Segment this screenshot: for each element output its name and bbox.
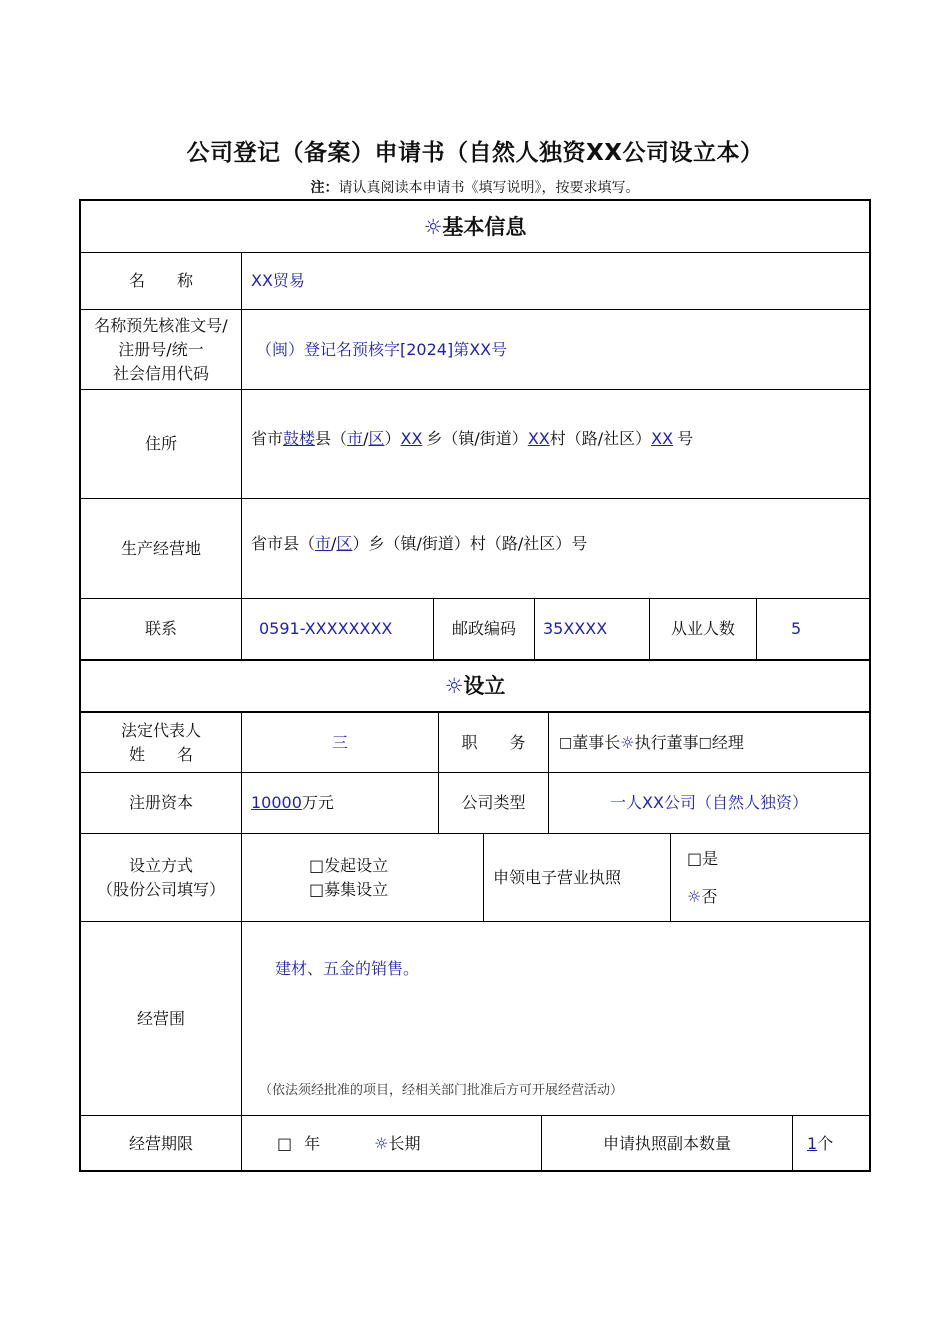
sun-icon[interactable]: ☼ bbox=[620, 732, 635, 752]
copies-value[interactable] bbox=[801, 1116, 867, 1172]
business-scope-note: （依法须经批准的项目，经相关部门批准后方可开展经营活动） bbox=[259, 1083, 624, 1098]
prod-text: / bbox=[331, 534, 337, 553]
position-label: 职 务 bbox=[461, 732, 526, 752]
option-executive-director: 执行董事 bbox=[634, 732, 699, 752]
e-license-label: 申领电子营业执照 bbox=[493, 867, 622, 887]
sun-icon: ☼ bbox=[423, 214, 443, 239]
page-title: 公司登记（备案）申请书（自然人独资XX公司设立本） bbox=[186, 140, 764, 166]
address-number: XX bbox=[651, 429, 674, 448]
approval-label-line: 名称预先核准文号/ bbox=[94, 315, 228, 335]
option-label: 否 bbox=[701, 886, 718, 906]
phone-value[interactable]: 0591-XXXXXXXX bbox=[259, 619, 393, 638]
application-form bbox=[79, 199, 871, 1172]
note-text: 请认真阅读本申请书《填写说明》，按要求填写。 bbox=[338, 180, 640, 196]
business-scope-label: 经营围 bbox=[136, 1008, 185, 1028]
option-label: 长期 bbox=[388, 1134, 421, 1153]
phone-label: 联系 bbox=[144, 619, 177, 638]
name-label: 名 称 bbox=[128, 271, 193, 290]
approval-number-value[interactable]: （闽）登记名预核字[2024]第XX号 bbox=[256, 339, 508, 359]
option-long-term[interactable] bbox=[374, 1132, 420, 1156]
staff-count-value[interactable]: 5 bbox=[791, 619, 802, 638]
setup-method-label bbox=[81, 834, 241, 921]
legal-rep-label-line: 法定代表人 bbox=[120, 720, 201, 740]
sun-icon: ☼ bbox=[444, 674, 464, 698]
company-type-value[interactable]: 一人XX公司（自然人独资） bbox=[610, 793, 808, 812]
address-text: 乡（镇/街道） bbox=[426, 429, 528, 448]
prod-city: 市 bbox=[315, 534, 332, 553]
legal-rep-name[interactable]: 三 bbox=[331, 732, 348, 752]
copies-label: 申请执照副本数量 bbox=[602, 1134, 731, 1153]
capital-amount: 10000 bbox=[251, 793, 302, 812]
option-label: 年 bbox=[304, 1134, 321, 1153]
checkbox-icon[interactable]: □ bbox=[559, 734, 573, 751]
legal-rep-label bbox=[81, 713, 241, 772]
sun-icon: ☼ bbox=[687, 886, 702, 906]
option-no[interactable] bbox=[687, 885, 717, 909]
approval-label-line: 注册号/统一 bbox=[118, 339, 204, 359]
staff-count-label: 从业人数 bbox=[670, 619, 735, 638]
company-type-label: 公司类型 bbox=[461, 793, 526, 812]
address-text: ） bbox=[384, 429, 401, 448]
setup-method-label-line: 设立方式 bbox=[128, 855, 193, 875]
copies-unit: 个 bbox=[817, 1134, 834, 1153]
address-text: 县（ bbox=[315, 429, 348, 448]
checkbox-icon: □ bbox=[687, 848, 703, 868]
term-label: 经营期限 bbox=[128, 1134, 193, 1153]
prod-text: ）乡（镇/街道）村（路/社区）号 bbox=[352, 534, 588, 553]
postal-code-value[interactable]: 35XXXX bbox=[543, 619, 608, 638]
capital-value[interactable] bbox=[251, 773, 438, 833]
address-town: XX bbox=[400, 429, 423, 448]
company-name-value[interactable]: XX贸易 bbox=[251, 271, 305, 290]
option-subscription[interactable] bbox=[309, 878, 388, 902]
instruction-note bbox=[0, 177, 950, 197]
checkbox-icon[interactable]: □ bbox=[698, 734, 712, 751]
production-site-label: 生产经营地 bbox=[120, 538, 201, 558]
approval-label-line: 社会信用代码 bbox=[112, 363, 209, 383]
address-village: XX bbox=[527, 429, 550, 448]
production-site-value[interactable] bbox=[251, 532, 861, 556]
term-options bbox=[277, 1116, 541, 1172]
prod-district: 区 bbox=[336, 534, 353, 553]
option-years[interactable] bbox=[277, 1132, 320, 1156]
sun-icon: ☼ bbox=[374, 1134, 389, 1153]
capital-label: 注册资本 bbox=[128, 793, 193, 812]
option-chairman: 董事长 bbox=[572, 732, 621, 752]
copies-number: 1 bbox=[807, 1134, 818, 1153]
option-label: 是 bbox=[702, 848, 719, 868]
address-value[interactable] bbox=[251, 427, 861, 451]
address-text: 省市 bbox=[251, 429, 284, 448]
option-label: 募集设立 bbox=[324, 879, 389, 899]
position-options bbox=[559, 713, 864, 772]
checkbox-icon: □ bbox=[277, 1134, 293, 1153]
section-title-setup: 设立 bbox=[463, 674, 506, 698]
address-text: / bbox=[363, 429, 369, 448]
e-license-options bbox=[687, 834, 867, 921]
business-scope-value[interactable]: 建材、五金的销售。 bbox=[275, 959, 420, 978]
address-text: 号 bbox=[677, 429, 694, 448]
checkbox-icon: □ bbox=[309, 879, 325, 899]
address-city: 市 bbox=[347, 429, 364, 448]
option-yes[interactable] bbox=[687, 847, 718, 871]
section-header-basic bbox=[81, 201, 869, 252]
option-promotion[interactable] bbox=[309, 854, 388, 878]
option-manager: 经理 bbox=[711, 732, 744, 752]
note-label: 注： bbox=[310, 180, 339, 196]
address-text: 村（路/社区） bbox=[549, 429, 652, 448]
setup-method-label-line: （股份公司填写） bbox=[96, 879, 225, 899]
address-county: 鼓楼 bbox=[283, 429, 316, 448]
setup-method-options bbox=[309, 834, 479, 921]
section-title-basic: 基本信息 bbox=[442, 214, 527, 239]
approval-label bbox=[81, 310, 241, 389]
checkbox-icon: □ bbox=[309, 855, 325, 875]
prod-text: 省市县（ bbox=[251, 534, 316, 553]
address-label: 住所 bbox=[144, 434, 177, 453]
postal-code-label: 邮政编码 bbox=[451, 619, 516, 638]
option-label: 发起设立 bbox=[324, 855, 389, 875]
legal-rep-label-line: 姓 名 bbox=[128, 744, 193, 764]
address-district: 区 bbox=[368, 429, 385, 448]
section-header-setup bbox=[81, 661, 869, 711]
capital-unit: 万元 bbox=[301, 793, 334, 812]
